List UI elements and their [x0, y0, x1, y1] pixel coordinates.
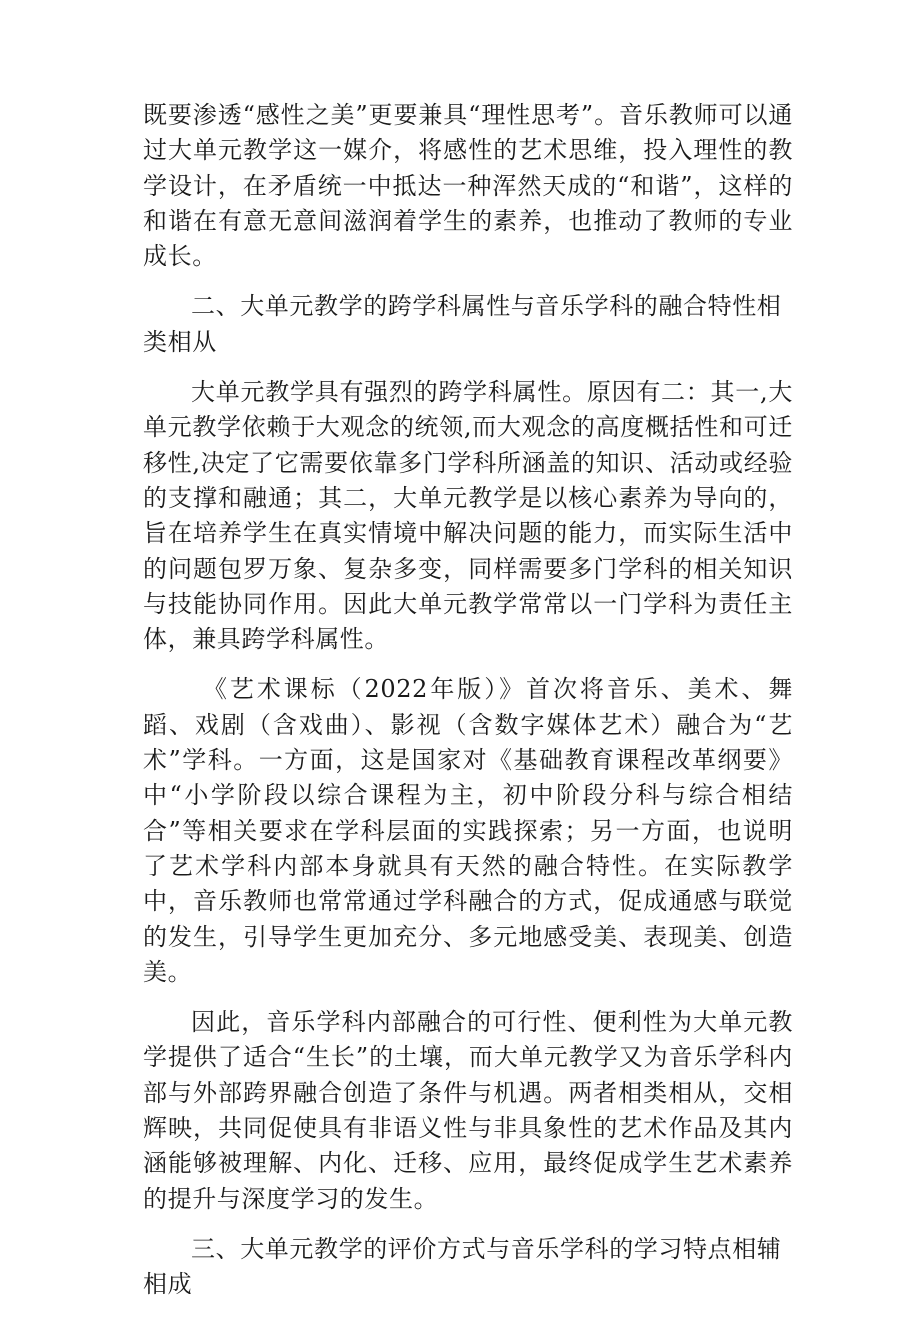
body-paragraph-2: 大单元教学具有强烈的跨学科属性。原因有二：其一,大单元教学依赖于大观念的统领,而大观念的高度概括性和可迁移性,决定了它需要依靠多门学科所涵盖的知识、活动或经验的支撑和融通；其二，大单元教学是以核心素养为导向的，旨在培养学生在真实情境中解决问题的能力，而实际生活中的问题包罗万象、复杂多变，同样需要多门学科的相关知识与技能协同作用。因此大单元教学常常以一门学科为责任主体，兼具跨学科属性。 [143, 378, 793, 654]
document-body [143, 98, 793, 1318]
body-paragraph-4: 因此，音乐学科内部融合的可行性、便利性为大单元教学提供了适合“生长”的土壤，而大单元教学又为音乐学科内部与外部跨界融合创造了条件与机遇。两者相类相从，交相辉映，共同促使具有非语义性与非具象性的艺术作品及其内涵能够被理解、内化、迁移、应用，最终促成学生艺术素养的提升与深度学习的发生。 [143, 1008, 793, 1213]
section-heading-2: 二、大单元教学的跨学科属性与音乐学科的融合特性相类相从 [143, 292, 782, 356]
section-heading-3: 三、大单元教学的评价方式与音乐学科的学习特点相辅相成 [143, 1234, 782, 1299]
body-paragraph-3: 《艺术课标（2022年版）》首次将音乐、美术、舞蹈、戏剧（含戏曲）、影视（含数字媒体艺术）融合为“艺术”学科。一方面，这是国家对《基础教育课程改革纲要》中“小学阶段以综合课程为主，初中阶段分科与综合相结合”等相关要求在学科层面的实践探索；另一方面，也说明了艺术学科内部本身就具有天然的融合特性。在实际教学中，音乐教师也常常通过学科融合的方式，促成通感与联觉的发生，引导学生更加充分、多元地感受美、表现美、创造美。 [143, 675, 793, 986]
body-paragraph-1: 既要渗透“感性之美”更要兼具“理性思考”。音乐教师可以通过大单元教学这一媒介，将感性的艺术思维，投入理性的教学设计，在矛盾统一中抵达一种浑然天成的“和谐”，这样的和谐在有意无意间滋润着学生的素养，也推动了教师的专业成长。 [143, 101, 793, 271]
